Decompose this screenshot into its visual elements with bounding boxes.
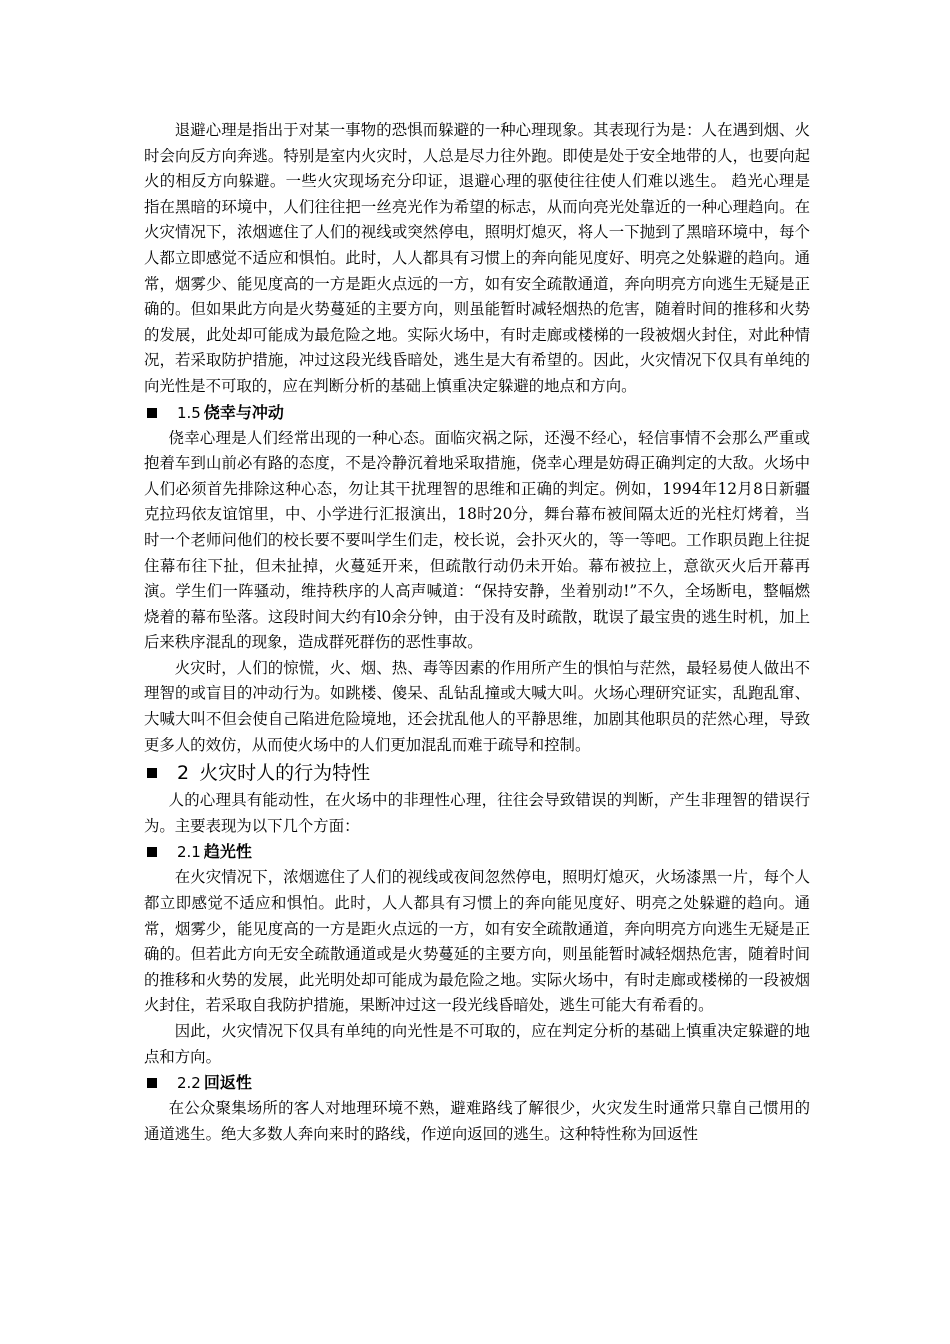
document-body <box>144 118 810 1147</box>
section-heading-2-2 <box>144 1070 810 1096</box>
paragraph-phototaxis: 在火灾情况下，浓烟遮住了人们的视线或夜间忽然停电，照明灯熄灭，火场漆黑一片，每个人都立即感觉不适应和惧怕。此时，人人都具有习惯上的奔向能见度好、明亮之处躲避的趋向。通常，烟雾少，能见度高的一方是距火点远的一方，如有安全疏散通道，奔向明亮方向逃生无疑是正确的。但若此方向无安全疏散通道或是火势蔓延的主要方向，则虽能暂时减轻烟热危害，随着时间的推移和火势的发展，此光明处却可能成为最危险之地。实际火场中，有时走廊或楼梯的一段被烟火封住，若采取自我防护措施，果断冲过这一段光线昏暗处，逃生可能大有希看的。 <box>144 868 810 1015</box>
section-number: 2 <box>177 762 190 785</box>
section-heading-2 <box>144 758 810 788</box>
paragraph-phototaxis-conclusion: 因此，火灾情况下仅具有单纯的向光性是不可取的，应在判定分析的基础上慎重决定躲避的地点和方向。 <box>144 1022 810 1066</box>
paragraph-retreat-psychology: 退避心理是指出于对某一事物的恐惧而躲避的一种心理现象。其表现行为是：人在遇到烟、火时会向反方向奔逃。特别是室内火灾时，人总是尽力往外跑。即使是处于安全地带的人，也要向起火的相反方向躲避。一些火灾现场充分印证，退避心理的驱使往往使人们难以逃生。 趋光心理是指在黑暗的环境中，人们往往把一丝亮光作为希望的标志，从而向亮光处靠近的一种心理趋向。在火灾情况下，浓烟遮住了人们的视线或突然停电，照明灯熄灭，将人一下抛到了黑暗环境中，每个人都立即感觉不适应和惧怕。此时，人人都具有习惯上的奔向能见度好、明亮之处躲避的趋向。通常，烟雾少、能见度高的一方是距火点远的一方，如有安全疏散通道，奔向明亮方向逃生无疑是正确的。但如果此方向是火势蔓延的主要方向，则虽能暂时减轻烟热的危害，随着时间的推移和火势的发展，此处却可能成为最危险之地。实际火场中，有时走廊或楼梯的一段被烟火封住，对此种情况，若采取防护措施，冲过这段光线昏暗处，逃生是大有希望的。因此，火灾情况下仅具有单纯的向光性是不可取的，应在判断分析的基础上慎重决定躲避的地点和方向。 <box>144 121 810 395</box>
square-bullet-icon <box>147 847 157 857</box>
section-heading-1-5 <box>144 400 810 426</box>
section-number: 2.2 <box>177 1074 201 1093</box>
square-bullet-icon <box>147 408 157 418</box>
section-number: 1.5 <box>177 403 201 422</box>
square-bullet-icon <box>147 768 157 778</box>
section-title: 侥幸与冲动 <box>203 402 284 422</box>
paragraph-return-tendency: 在公众聚集场所的客人对地理环境不熟，避难路线了解很少，火灾发生时通常只靠自己惯用的通道逃生。绝大多数人奔向来时的路线，作逆向返回的逃生。这种特性称为回返性 <box>144 1099 810 1143</box>
paragraph-luck-psychology: 侥幸心理是人们经常出现的一种心态。面临灾祸之际，还漫不经心，轻信事情不会那么严重或抱着车到山前必有路的态度，不是冷静沉着地采取措施，侥幸心理是妨碍正确判定的大敌。火场中人们必须首先排除这种心态，勿让其干扰理智的思维和正确的判定。例如，1994年12月8日新疆克拉玛依友谊馆里，中、小学进行汇报演出，18时20分，舞台幕布被间隔太近的光柱灯烤着，当时一个老师问他们的校长要不要叫学生们走，校长说，会扑灭火的，等一等吧。工作职员跑上往捉住幕布往下扯，但未扯掉，火蔓延开来，但疏散行动仍未开始。幕布被拉上，意欲灭火后开幕再演。学生们一阵骚动，维持秩序的人高声喊道：“保持安静，坐着别动!”不久，全场断电，整幅燃烧着的幕布坠落。这段时间大约有l0余分钟，由于没有及时疏散，耽误了最宝贵的逃生时机，加上后来秩序混乱的现象，造成群死群伤的恶性事故。 <box>144 428 810 652</box>
section-number: 2.1 <box>177 843 201 862</box>
section-title: 趋光性 <box>203 842 252 862</box>
paragraph-impulse: 火灾时，人们的惊慌，火、烟、热、毒等因素的作用所产生的惧怕与茫然，最轻易使人做出不理智的或盲目的冲动行为。如跳楼、傻呆、乱钻乱撞或大喊大叫。火场心理研究证实，乱跑乱窜、大喊大叫不但会使自己陷进危险境地，还会扰乱他人的平静思维，加剧其他职员的茫然心理，导致更多人的效仿，从而使火场中的人们更加混乱而难于疏导和控制。 <box>144 658 810 754</box>
section-title: 回返性 <box>203 1073 252 1093</box>
section-title: 火灾时人的行为特性 <box>199 762 371 785</box>
section-heading-2-1 <box>144 839 810 865</box>
square-bullet-icon <box>147 1078 157 1088</box>
paragraph-behavior-intro: 人的心理具有能动性，在火场中的非理性心理，往往会导致错误的判断，产生非理智的错误行为。主要表现为以下几个方面： <box>144 791 810 835</box>
